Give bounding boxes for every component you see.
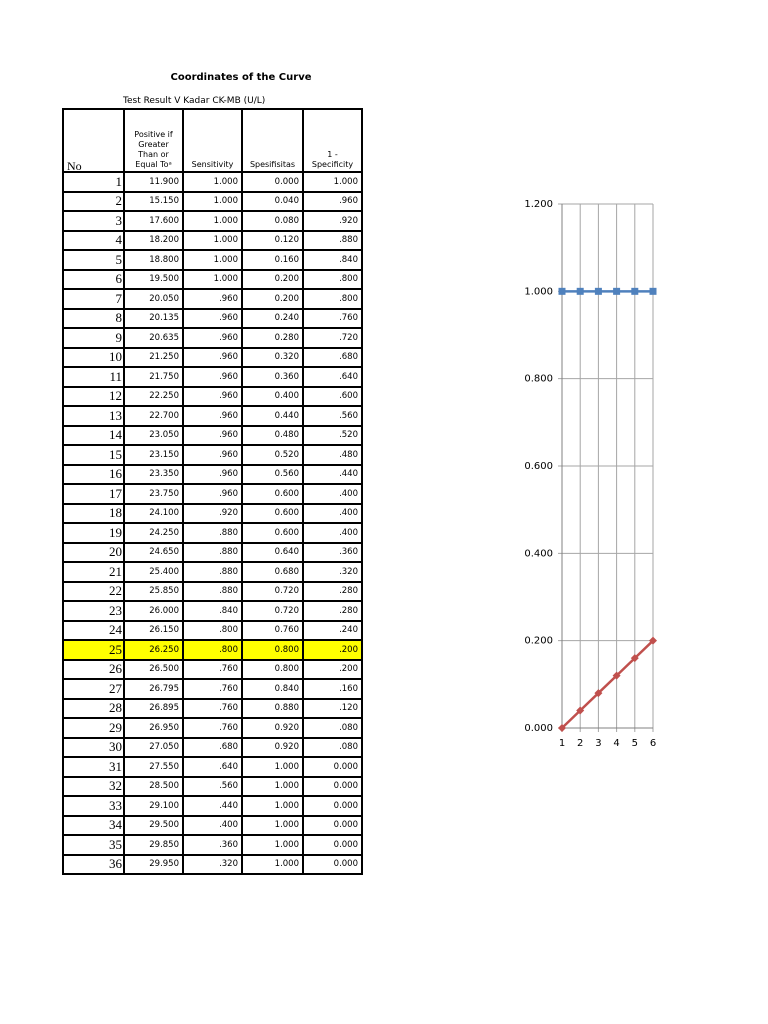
table-row	[63, 855, 362, 875]
cutoff-value: 26.000	[124, 601, 183, 621]
cutoff-value: 26.795	[124, 679, 183, 699]
sensitivity-value: .920	[183, 504, 242, 524]
sensitivity-value: .960	[183, 289, 242, 309]
header-one-minus-specificity: 1 - Specificity	[303, 109, 362, 172]
table-row	[63, 484, 362, 504]
sensitivity-value: .960	[183, 406, 242, 426]
x-tick-label: 4	[613, 738, 620, 749]
cutoff-value: 29.100	[124, 796, 183, 816]
spesifisitas-value: 0.080	[242, 211, 303, 231]
spesifisitas-value: 0.440	[242, 406, 303, 426]
spesifisitas-value: 1.000	[242, 835, 303, 855]
sensitivity-value: .960	[183, 387, 242, 407]
one-minus-specificity-value: .200	[303, 640, 362, 660]
one-minus-specificity-value: .400	[303, 504, 362, 524]
spesifisitas-value: 0.200	[242, 289, 303, 309]
x-tick-label: 1	[558, 738, 566, 749]
sensitivity-value: .960	[183, 348, 242, 368]
coordinates-table	[62, 108, 363, 875]
one-minus-specificity-value: .200	[303, 660, 362, 680]
row-number: 33	[63, 796, 124, 816]
table-row	[63, 211, 362, 231]
sensitivity-value: .960	[183, 484, 242, 504]
table-row	[63, 796, 362, 816]
spesifisitas-value: 0.640	[242, 543, 303, 563]
spesifisitas-value: 0.720	[242, 601, 303, 621]
data-point	[650, 288, 657, 295]
sensitivity-value: .760	[183, 660, 242, 680]
one-minus-specificity-value: .880	[303, 231, 362, 251]
cutoff-value: 26.895	[124, 699, 183, 719]
table-row	[63, 504, 362, 524]
header-cutoff: Positive if Greater Than or Equal Toᵃ	[124, 109, 183, 172]
row-number: 14	[63, 426, 124, 446]
table-row	[63, 679, 362, 699]
table-row	[63, 348, 362, 368]
one-minus-specificity-value: .400	[303, 523, 362, 543]
one-minus-specificity-value: .720	[303, 328, 362, 348]
table-row	[63, 640, 362, 660]
row-number: 24	[63, 621, 124, 641]
one-minus-specificity-value: .920	[303, 211, 362, 231]
row-number: 35	[63, 835, 124, 855]
cutoff-value: 29.500	[124, 816, 183, 836]
one-minus-specificity-value: 0.000	[303, 777, 362, 797]
one-minus-specificity-value: 0.000	[303, 816, 362, 836]
row-number: 4	[63, 231, 124, 251]
data-point	[577, 288, 584, 295]
spesifisitas-value: 0.000	[242, 172, 303, 192]
sensitivity-value: .960	[183, 465, 242, 485]
cutoff-value: 27.050	[124, 738, 183, 758]
spesifisitas-value: 0.800	[242, 640, 303, 660]
one-minus-specificity-value: .080	[303, 738, 362, 758]
spesifisitas-value: 0.800	[242, 660, 303, 680]
table-row	[63, 621, 362, 641]
spesifisitas-value: 1.000	[242, 816, 303, 836]
one-minus-specificity-value: 0.000	[303, 757, 362, 777]
cutoff-value: 27.550	[124, 757, 183, 777]
y-tick-label: 1.000	[524, 286, 553, 298]
one-minus-specificity-value: .600	[303, 387, 362, 407]
spesifisitas-value: 1.000	[242, 757, 303, 777]
one-minus-specificity-value: .760	[303, 309, 362, 329]
row-number: 36	[63, 855, 124, 875]
row-number: 20	[63, 543, 124, 563]
y-tick-label: 0.800	[524, 373, 553, 385]
table-row	[63, 523, 362, 543]
one-minus-specificity-value: .120	[303, 699, 362, 719]
sensitivity-value: 1.000	[183, 270, 242, 290]
row-number: 2	[63, 192, 124, 212]
one-minus-specificity-value: .360	[303, 543, 362, 563]
table-row	[63, 387, 362, 407]
table-row	[63, 406, 362, 426]
cutoff-value: 23.350	[124, 465, 183, 485]
sensitivity-value: .760	[183, 718, 242, 738]
sensitivity-value: .640	[183, 757, 242, 777]
cutoff-value: 25.400	[124, 562, 183, 582]
cutoff-value: 25.850	[124, 582, 183, 602]
series-line	[562, 641, 653, 728]
cutoff-value: 28.500	[124, 777, 183, 797]
table-row	[63, 543, 362, 563]
table-row	[63, 270, 362, 290]
one-minus-specificity-value: .080	[303, 718, 362, 738]
y-tick-label: 0.600	[524, 461, 553, 472]
row-number: 27	[63, 679, 124, 699]
row-number: 32	[63, 777, 124, 797]
spesifisitas-value: 0.480	[242, 426, 303, 446]
row-number: 21	[63, 562, 124, 582]
table-row	[63, 231, 362, 251]
cutoff-value: 11.900	[124, 172, 183, 192]
one-minus-specificity-value: .160	[303, 679, 362, 699]
table-row	[63, 426, 362, 446]
sensitivity-value: .880	[183, 562, 242, 582]
spesifisitas-value: 0.400	[242, 387, 303, 407]
table-row	[63, 367, 362, 387]
x-tick-label: 6	[649, 738, 657, 749]
table-row	[63, 718, 362, 738]
table-row	[63, 757, 362, 777]
cutoff-value: 24.650	[124, 543, 183, 563]
one-minus-specificity-value: .280	[303, 582, 362, 602]
y-tick-label: 0.400	[524, 548, 553, 560]
cutoff-value: 17.600	[124, 211, 183, 231]
spesifisitas-value: 0.200	[242, 270, 303, 290]
sensitivity-value: .800	[183, 640, 242, 660]
sensitivity-value: 1.000	[183, 211, 242, 231]
sensitivity-value: .880	[183, 523, 242, 543]
cutoff-value: 15.150	[124, 192, 183, 212]
cutoff-value: 22.700	[124, 406, 183, 426]
cutoff-value: 20.635	[124, 328, 183, 348]
table-row	[63, 562, 362, 582]
row-number: 9	[63, 328, 124, 348]
sensitivity-value: .960	[183, 309, 242, 329]
roc-line-chart	[515, 190, 675, 760]
table-row	[63, 601, 362, 621]
row-number: 11	[63, 367, 124, 387]
cutoff-value: 26.950	[124, 718, 183, 738]
sensitivity-value: .760	[183, 679, 242, 699]
cutoff-value: 23.150	[124, 445, 183, 465]
table-row	[63, 465, 362, 485]
spesifisitas-value: 0.240	[242, 309, 303, 329]
cutoff-value: 26.150	[124, 621, 183, 641]
spesifisitas-value: 0.280	[242, 328, 303, 348]
sensitivity-value: .960	[183, 328, 242, 348]
data-point	[631, 288, 638, 295]
spesifisitas-value: 0.600	[242, 484, 303, 504]
one-minus-specificity-value: .640	[303, 367, 362, 387]
row-number: 3	[63, 211, 124, 231]
y-tick-label: 1.200	[524, 199, 553, 210]
row-number: 19	[63, 523, 124, 543]
table-row	[63, 816, 362, 836]
sensitivity-value: 1.000	[183, 250, 242, 270]
one-minus-specificity-value: 1.000	[303, 172, 362, 192]
cutoff-value: 29.850	[124, 835, 183, 855]
document-title: Coordinates of the Curve	[170, 72, 312, 83]
row-number: 12	[63, 387, 124, 407]
spesifisitas-value: 0.600	[242, 523, 303, 543]
header-sensitivity: Sensitivity	[183, 109, 242, 172]
spesifisitas-value: 0.040	[242, 192, 303, 212]
cutoff-value: 23.050	[124, 426, 183, 446]
sensitivity-value: .800	[183, 621, 242, 641]
one-minus-specificity-value: .960	[303, 192, 362, 212]
row-number: 26	[63, 660, 124, 680]
table-header-row	[63, 109, 362, 172]
row-number: 8	[63, 309, 124, 329]
x-tick-label: 5	[631, 738, 638, 749]
one-minus-specificity-value: .320	[303, 562, 362, 582]
data-point	[613, 288, 620, 295]
sensitivity-value: 1.000	[183, 172, 242, 192]
sensitivity-value: .880	[183, 543, 242, 563]
table-row	[63, 699, 362, 719]
sensitivity-value: .960	[183, 367, 242, 387]
y-tick-label: 0.000	[524, 723, 553, 734]
data-point	[559, 288, 566, 295]
header-no: No	[63, 109, 124, 172]
sensitivity-value: 1.000	[183, 192, 242, 212]
spesifisitas-value: 0.360	[242, 367, 303, 387]
table-row	[63, 309, 362, 329]
cutoff-value: 29.950	[124, 855, 183, 875]
y-tick-label: 0.200	[524, 635, 553, 647]
cutoff-value: 26.250	[124, 640, 183, 660]
one-minus-specificity-value: .520	[303, 426, 362, 446]
spesifisitas-value: 0.120	[242, 231, 303, 251]
row-number: 25	[63, 640, 124, 660]
header-spesifisitas: Spesifisitas	[242, 109, 303, 172]
one-minus-specificity-value: 0.000	[303, 855, 362, 875]
row-number: 30	[63, 738, 124, 758]
table-row	[63, 172, 362, 192]
sensitivity-value: .960	[183, 445, 242, 465]
cutoff-value: 20.050	[124, 289, 183, 309]
one-minus-specificity-value: .440	[303, 465, 362, 485]
one-minus-specificity-value: .280	[303, 601, 362, 621]
table-row	[63, 582, 362, 602]
table-body	[63, 172, 362, 874]
sensitivity-value: .840	[183, 601, 242, 621]
sensitivity-value: .960	[183, 426, 242, 446]
row-number: 17	[63, 484, 124, 504]
cutoff-value: 20.135	[124, 309, 183, 329]
data-point	[595, 288, 602, 295]
one-minus-specificity-value: 0.000	[303, 835, 362, 855]
row-number: 13	[63, 406, 124, 426]
spesifisitas-value: 1.000	[242, 777, 303, 797]
cutoff-value: 24.250	[124, 523, 183, 543]
table-row	[63, 835, 362, 855]
sensitivity-value: 1.000	[183, 231, 242, 251]
table-row	[63, 250, 362, 270]
sensitivity-value: .360	[183, 835, 242, 855]
sensitivity-value: .400	[183, 816, 242, 836]
sensitivity-value: .880	[183, 582, 242, 602]
row-number: 28	[63, 699, 124, 719]
spesifisitas-value: 0.160	[242, 250, 303, 270]
one-minus-specificity-value: .800	[303, 289, 362, 309]
row-number: 7	[63, 289, 124, 309]
row-number: 31	[63, 757, 124, 777]
spesifisitas-value: 0.920	[242, 738, 303, 758]
cutoff-value: 18.200	[124, 231, 183, 251]
one-minus-specificity-value: .480	[303, 445, 362, 465]
row-number: 10	[63, 348, 124, 368]
spesifisitas-value: 0.680	[242, 562, 303, 582]
spesifisitas-value: 0.320	[242, 348, 303, 368]
row-number: 22	[63, 582, 124, 602]
spesifisitas-value: 0.920	[242, 718, 303, 738]
row-number: 29	[63, 718, 124, 738]
table-row	[63, 660, 362, 680]
cutoff-value: 21.250	[124, 348, 183, 368]
spesifisitas-value: 0.840	[242, 679, 303, 699]
table-row	[63, 777, 362, 797]
row-number: 1	[63, 172, 124, 192]
table-row	[63, 738, 362, 758]
cutoff-value: 23.750	[124, 484, 183, 504]
table-row	[63, 289, 362, 309]
x-tick-label: 3	[595, 738, 602, 749]
cutoff-value: 24.100	[124, 504, 183, 524]
one-minus-specificity-value: .240	[303, 621, 362, 641]
spesifisitas-value: 0.760	[242, 621, 303, 641]
spesifisitas-value: 0.600	[242, 504, 303, 524]
row-number: 6	[63, 270, 124, 290]
x-tick-label: 2	[577, 738, 584, 749]
row-number: 5	[63, 250, 124, 270]
sensitivity-value: .320	[183, 855, 242, 875]
row-number: 15	[63, 445, 124, 465]
sensitivity-value: .440	[183, 796, 242, 816]
spesifisitas-value: 1.000	[242, 796, 303, 816]
table-row	[63, 328, 362, 348]
one-minus-specificity-value: .680	[303, 348, 362, 368]
cutoff-value: 18.800	[124, 250, 183, 270]
sensitivity-value: .680	[183, 738, 242, 758]
one-minus-specificity-value: .400	[303, 484, 362, 504]
one-minus-specificity-value: .560	[303, 406, 362, 426]
row-number: 34	[63, 816, 124, 836]
spesifisitas-value: 0.520	[242, 445, 303, 465]
sensitivity-value: .760	[183, 699, 242, 719]
one-minus-specificity-value: .840	[303, 250, 362, 270]
cutoff-value: 26.500	[124, 660, 183, 680]
row-number: 23	[63, 601, 124, 621]
row-number: 18	[63, 504, 124, 524]
spesifisitas-value: 0.560	[242, 465, 303, 485]
document-subtitle: Test Result V Kadar CK-MB (U/L)	[123, 96, 266, 106]
one-minus-specificity-value: 0.000	[303, 796, 362, 816]
spesifisitas-value: 1.000	[242, 855, 303, 875]
cutoff-value: 22.250	[124, 387, 183, 407]
spesifisitas-value: 0.880	[242, 699, 303, 719]
cutoff-value: 19.500	[124, 270, 183, 290]
one-minus-specificity-value: .800	[303, 270, 362, 290]
sensitivity-value: .560	[183, 777, 242, 797]
table-row	[63, 445, 362, 465]
spesifisitas-value: 0.720	[242, 582, 303, 602]
table-row	[63, 192, 362, 212]
row-number: 16	[63, 465, 124, 485]
cutoff-value: 21.750	[124, 367, 183, 387]
